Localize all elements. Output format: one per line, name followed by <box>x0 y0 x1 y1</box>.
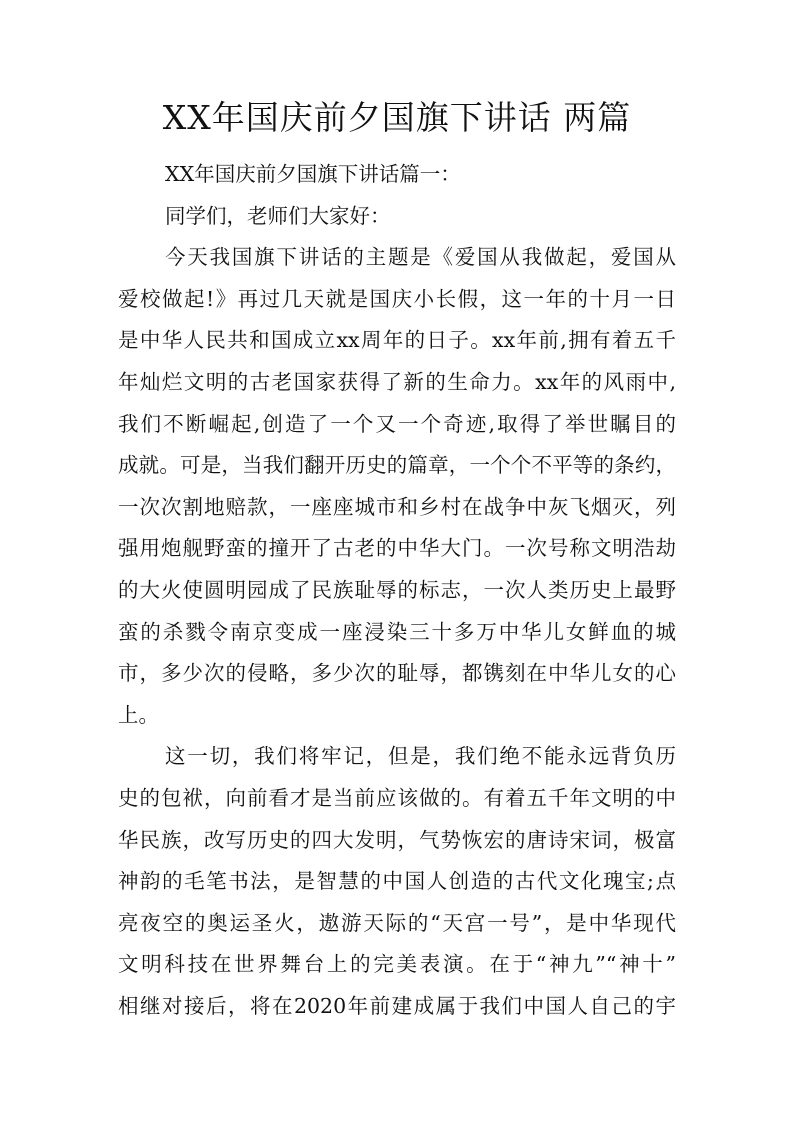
text-line: 蛮的杀戮令南京变成一座浸染三十多万中华儿女鲜血的城 <box>118 619 676 644</box>
text-line: 亮夜空的奥运圣火，遨游天际的“天宫一号”，是中华现代 <box>118 910 676 935</box>
text-line: 华民族，改写历史的四大发明，气势恢宏的唐诗宋词，极富 <box>118 827 676 852</box>
text-line: 我们不断崛起,创造了一个又一个奇迹,取得了举世瞩目的 <box>118 411 676 436</box>
text-line: 强用炮舰野蛮的撞开了古老的中华大门。一次号称文明浩劫 <box>118 536 676 561</box>
text-line: 成就。可是，当我们翻开历史的篇章，一个个不平等的条约， <box>118 453 676 478</box>
text-line: XX年国庆前夕国旗下讲话篇一： <box>165 162 461 186</box>
paragraph <box>118 736 676 1027</box>
text-line: 一次次割地赔款，一座座城市和乡村在战争中灰飞烟灭，列 <box>118 494 676 519</box>
text-line: 相继对接后，将在2020年前建成属于我们中国人自己的宇 <box>118 993 676 1018</box>
text-line: 文明科技在世界舞台上的完美表演。在于“神九”“神十” <box>118 952 676 977</box>
document-title: XX年国庆前夕国旗下讲话 两篇 <box>162 98 632 137</box>
text-line: 是中华人民共和国成立xx周年的日子。xx年前,拥有着五千 <box>118 328 676 353</box>
text-line: 今天我国旗下讲话的主题是《爱国从我做起，爱国从 <box>165 245 676 270</box>
text-line: 上。 <box>118 702 159 727</box>
paragraph <box>118 154 676 196</box>
text-line: 神韵的毛笔书法，是智慧的中国人创造的古代文化瑰宝;点 <box>118 869 676 894</box>
text-line: 的大火使圆明园成了民族耻辱的标志，一次人类历史上最野 <box>118 577 676 602</box>
text-line: 市，多少次的侵略，多少次的耻辱，都镌刻在中华儿女的心 <box>118 661 676 686</box>
paragraph <box>118 196 676 238</box>
paragraph <box>118 237 676 736</box>
document-body <box>118 154 676 1027</box>
text-line: 同学们，老师们大家好： <box>165 203 391 228</box>
text-line: 爱校做起!》再过几天就是国庆小长假，这一年的十月一日 <box>118 286 676 311</box>
text-line: 年灿烂文明的古老国家获得了新的生命力。xx年的风雨中, <box>118 369 676 394</box>
text-line: 这一切，我们将牢记，但是，我们绝不能永远背负历 <box>165 744 676 769</box>
text-line: 史的包袱，向前看才是当前应该做的。有着五千年文明的中 <box>118 785 676 810</box>
